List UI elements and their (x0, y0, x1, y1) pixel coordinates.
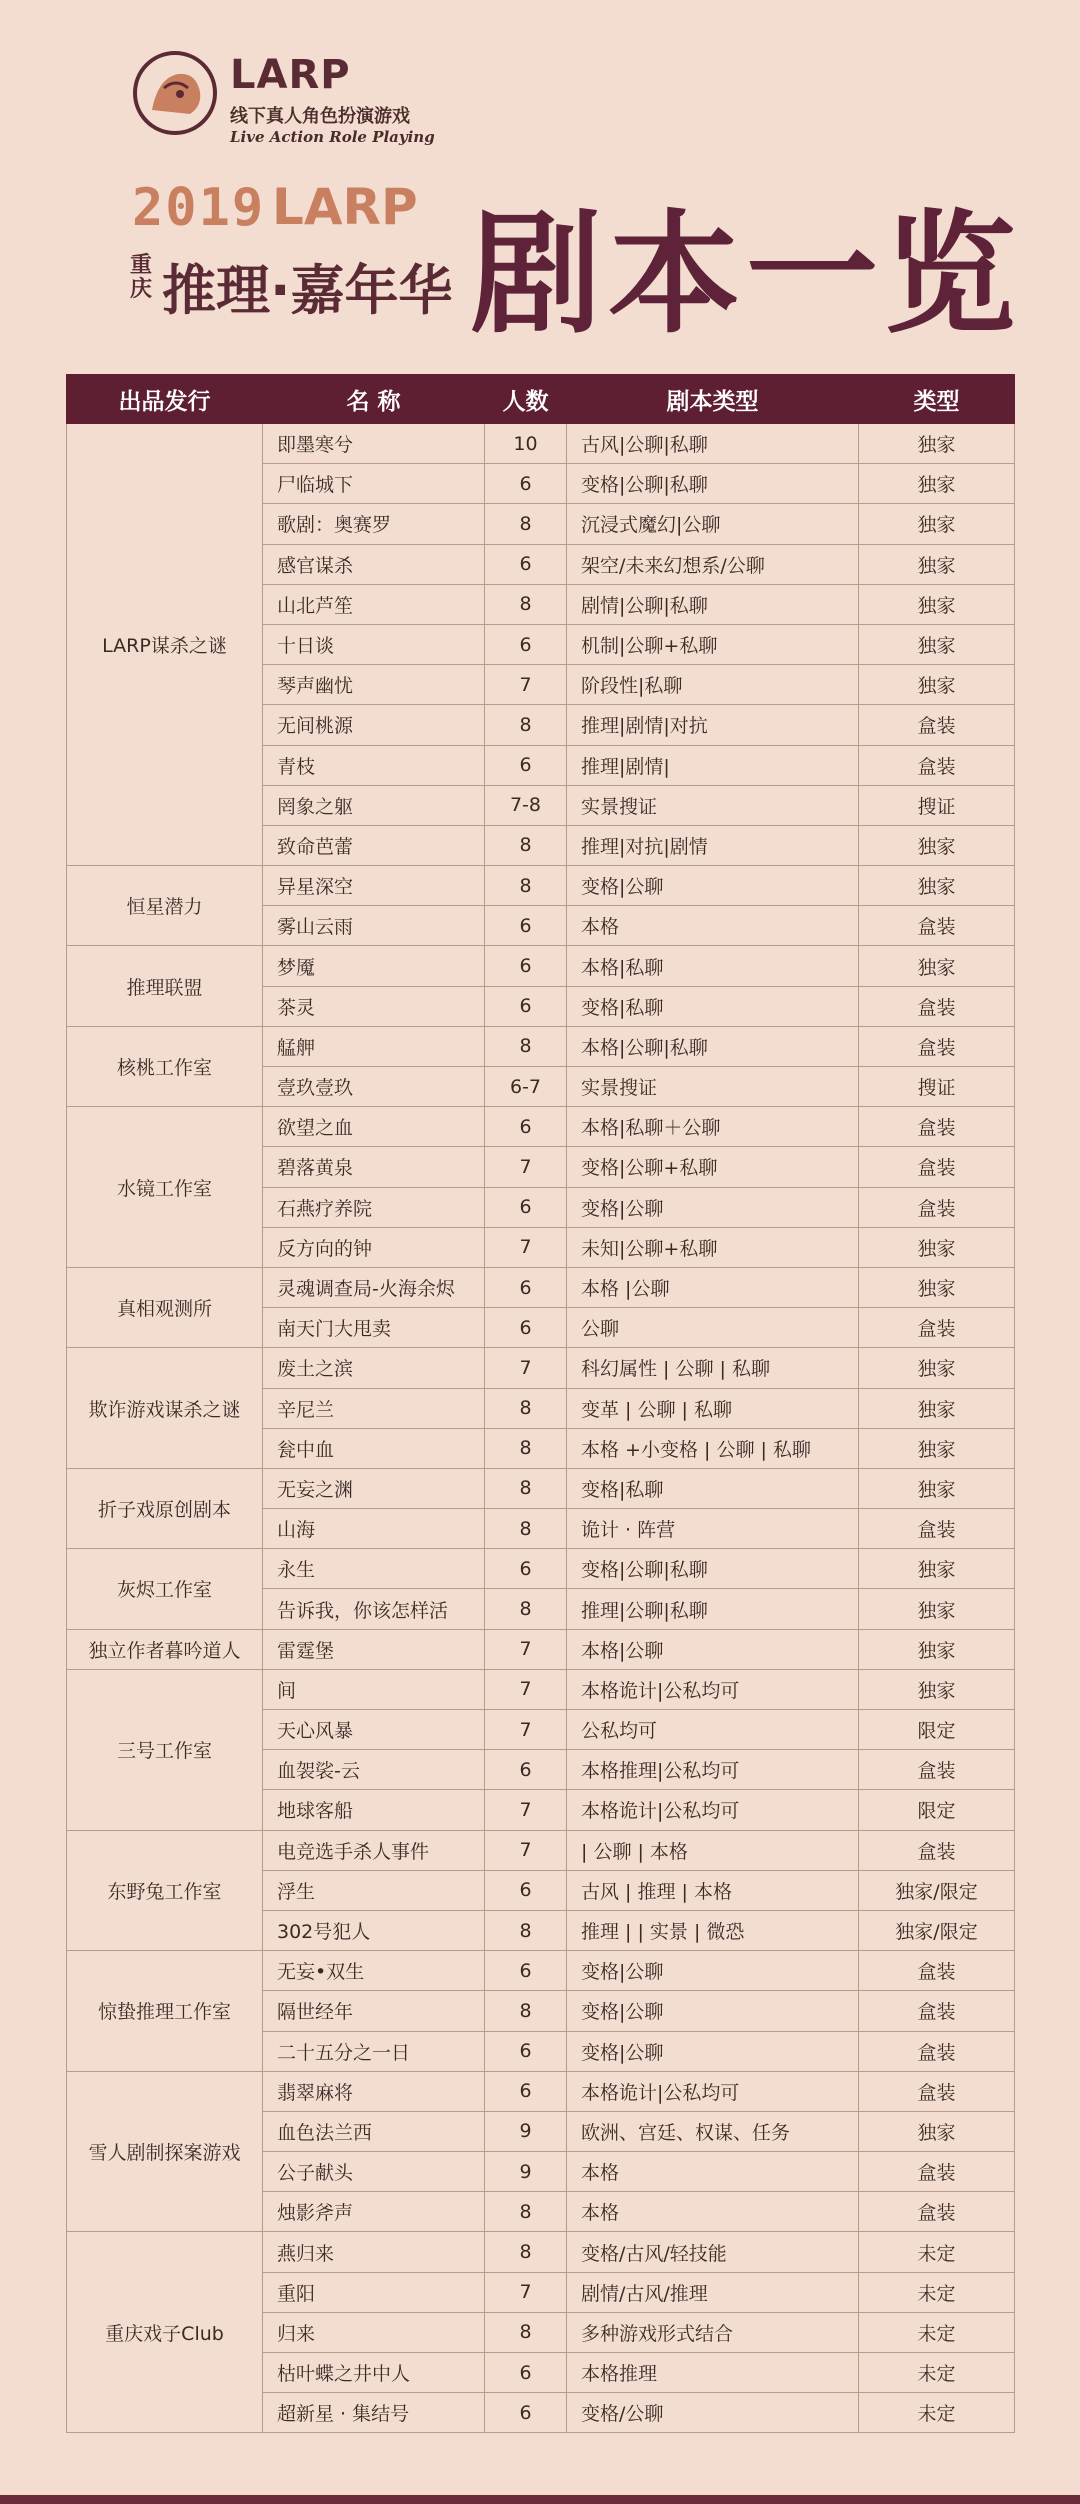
genre-cell: 推理|剧情| (567, 745, 859, 785)
players-cell: 8 (485, 705, 567, 745)
kind-cell: 未定 (859, 2232, 1015, 2272)
kind-cell: 独家 (859, 584, 1015, 624)
script-name-cell: 茶灵 (263, 986, 485, 1026)
table-row (67, 1549, 1015, 1589)
kind-cell: 独家 (859, 1348, 1015, 1388)
players-cell: 9 (485, 2152, 567, 2192)
players-cell: 6 (485, 2031, 567, 2071)
script-name-cell: 雾山云雨 (263, 906, 485, 946)
players-cell: 6-7 (485, 1067, 567, 1107)
genre-cell: 科幻属性 | 公聊 | 私聊 (567, 1348, 859, 1388)
kind-cell: 独家/限定 (859, 1910, 1015, 1950)
script-name-cell: 灵魂调查局-火海余烬 (263, 1267, 485, 1307)
publisher-cell: LARP谋杀之谜 (67, 424, 263, 866)
players-cell: 7 (485, 2272, 567, 2312)
genre-cell: 本格 +小变格 | 公聊 | 私聊 (567, 1428, 859, 1468)
genre-cell: 古风 | 推理 | 本格 (567, 1870, 859, 1910)
players-cell: 7 (485, 665, 567, 705)
genre-cell: 本格推理|公私均可 (567, 1750, 859, 1790)
genre-cell: 本格 (567, 906, 859, 946)
script-name-cell: 艋舺 (263, 1026, 485, 1066)
kind-cell: 盒装 (859, 1509, 1015, 1549)
players-cell: 8 (485, 2192, 567, 2232)
script-name-cell: 超新星 · 集结号 (263, 2393, 485, 2433)
players-cell: 7-8 (485, 785, 567, 825)
kind-cell: 独家 (859, 1629, 1015, 1669)
table-row (67, 1629, 1015, 1669)
script-name-cell: 南天门大甩卖 (263, 1308, 485, 1348)
publisher-cell: 灰烬工作室 (67, 1549, 263, 1629)
publisher-cell: 水镜工作室 (67, 1107, 263, 1268)
players-cell: 6 (485, 544, 567, 584)
kind-cell: 未定 (859, 2272, 1015, 2312)
genre-cell: 本格|私聊 (567, 946, 859, 986)
players-cell: 6 (485, 464, 567, 504)
genre-cell: 本格|公聊|私聊 (567, 1026, 859, 1066)
genre-cell: 本格推理 (567, 2353, 859, 2393)
kind-cell: 独家 (859, 1388, 1015, 1428)
kind-cell: 限定 (859, 1710, 1015, 1750)
players-cell: 6 (485, 1187, 567, 1227)
genre-cell: 本格|私聊＋公聊 (567, 1107, 859, 1147)
players-cell: 7 (485, 1710, 567, 1750)
publisher-cell: 真相观测所 (67, 1267, 263, 1347)
script-name-cell: 地球客船 (263, 1790, 485, 1830)
script-name-cell: 间 (263, 1669, 485, 1709)
kind-cell: 搜证 (859, 1067, 1015, 1107)
kind-cell: 盒装 (859, 2152, 1015, 2192)
kind-cell: 盒装 (859, 1991, 1015, 2031)
publisher-cell: 东野兔工作室 (67, 1830, 263, 1951)
kind-cell: 独家 (859, 1669, 1015, 1709)
genre-cell: 变格|公聊|私聊 (567, 1549, 859, 1589)
brand-subtitle: 线下真人角色扮演游戏 (230, 106, 410, 127)
publisher-cell: 三号工作室 (67, 1669, 263, 1830)
page-title: 剧本一览 (470, 197, 1022, 352)
players-cell: 8 (485, 866, 567, 906)
script-name-cell: 废土之滨 (263, 1348, 485, 1388)
genre-cell: 变格|公聊 (567, 1951, 859, 1991)
script-name-cell: 感官谋杀 (263, 544, 485, 584)
script-name-cell: 反方向的钟 (263, 1227, 485, 1267)
script-name-cell: 无间桃源 (263, 705, 485, 745)
table-row (67, 1830, 1015, 1870)
script-name-cell: 即墨寒兮 (263, 424, 485, 464)
script-name-cell: 石燕疗养院 (263, 1187, 485, 1227)
script-name-cell: 天心风暴 (263, 1710, 485, 1750)
genre-cell: 推理|剧情|对抗 (567, 705, 859, 745)
kind-cell: 独家/限定 (859, 1870, 1015, 1910)
publisher-cell: 恒星潜力 (67, 866, 263, 946)
players-cell: 6 (485, 2393, 567, 2433)
table-row (67, 1669, 1015, 1709)
kind-cell: 独家 (859, 464, 1015, 504)
genre-cell: 剧情|公聊|私聊 (567, 584, 859, 624)
script-name-cell: 山北芦笙 (263, 584, 485, 624)
genre-cell: 变格|私聊 (567, 986, 859, 1026)
script-name-cell: 碧落黄泉 (263, 1147, 485, 1187)
genre-cell: 本格|公聊 (567, 1629, 859, 1669)
kind-cell: 独家 (859, 665, 1015, 705)
publisher-cell: 推理联盟 (67, 946, 263, 1026)
table-row (67, 866, 1015, 906)
event-block (100, 170, 460, 320)
publisher-cell: 核桃工作室 (67, 1026, 263, 1106)
script-name-cell: 梦魇 (263, 946, 485, 986)
script-name-cell: 琴声幽忧 (263, 665, 485, 705)
players-cell: 8 (485, 504, 567, 544)
kind-cell: 盒装 (859, 705, 1015, 745)
genre-cell: 公聊 (567, 1308, 859, 1348)
kind-cell: 搜证 (859, 785, 1015, 825)
genre-cell: 变格|公聊 (567, 866, 859, 906)
publisher-cell: 重庆戏子Club (67, 2232, 263, 2433)
script-name-cell: 电竞选手杀人事件 (263, 1830, 485, 1870)
genre-cell: 阶段性|私聊 (567, 665, 859, 705)
genre-cell: 实景搜证 (567, 785, 859, 825)
players-cell: 6 (485, 1107, 567, 1147)
script-name-cell: 异星深空 (263, 866, 485, 906)
script-name-cell: 致命芭蕾 (263, 825, 485, 865)
table-row (67, 1107, 1015, 1147)
genre-cell: 古风|公聊|私聊 (567, 424, 859, 464)
kind-cell: 盒装 (859, 1187, 1015, 1227)
players-cell: 8 (485, 584, 567, 624)
script-name-cell: 无妄之渊 (263, 1468, 485, 1508)
script-name-cell: 歌剧：奥赛罗 (263, 504, 485, 544)
players-cell: 8 (485, 1388, 567, 1428)
brand-block (130, 48, 470, 158)
script-name-cell: 雷霆堡 (263, 1629, 485, 1669)
kind-cell: 独家 (859, 1227, 1015, 1267)
genre-cell: 剧情/古风/推理 (567, 2272, 859, 2312)
script-name-cell: 瓮中血 (263, 1428, 485, 1468)
kind-cell: 独家 (859, 1589, 1015, 1629)
players-cell: 8 (485, 1991, 567, 2031)
players-cell: 8 (485, 1509, 567, 1549)
genre-cell: 变格|公聊|私聊 (567, 464, 859, 504)
script-name-cell: 血色法兰西 (263, 2111, 485, 2151)
event-larp: LARP (272, 178, 418, 236)
publisher-cell: 惊蛰推理工作室 (67, 1951, 263, 2072)
players-cell: 6 (485, 906, 567, 946)
players-cell: 7 (485, 1629, 567, 1669)
script-name-cell: 重阳 (263, 2272, 485, 2312)
table-body (67, 424, 1015, 2433)
table-row (67, 1267, 1015, 1307)
table-row (67, 1348, 1015, 1388)
players-cell: 7 (485, 1830, 567, 1870)
players-cell: 8 (485, 1468, 567, 1508)
script-name-cell: 青枝 (263, 745, 485, 785)
event-year: 2019 (132, 178, 266, 238)
genre-cell: 推理|公聊|私聊 (567, 1589, 859, 1629)
players-cell: 6 (485, 2071, 567, 2111)
genre-cell: 变格|公聊 (567, 1187, 859, 1227)
genre-cell: 本格诡计|公私均可 (567, 1669, 859, 1709)
script-name-cell: 归来 (263, 2312, 485, 2352)
kind-cell: 独家 (859, 1549, 1015, 1589)
column-header-name: 名 称 (263, 375, 485, 424)
script-name-cell: 翡翠麻将 (263, 2071, 485, 2111)
kind-cell: 独家 (859, 866, 1015, 906)
script-name-cell: 永生 (263, 1549, 485, 1589)
genre-cell: 架空/未来幻想系/公聊 (567, 544, 859, 584)
players-cell: 8 (485, 825, 567, 865)
script-name-cell: 血袈裟-云 (263, 1750, 485, 1790)
kind-cell: 独家 (859, 1267, 1015, 1307)
kind-cell: 盒装 (859, 2071, 1015, 2111)
kind-cell: 未定 (859, 2353, 1015, 2393)
table-row (67, 2232, 1015, 2272)
script-name-cell: 公子献头 (263, 2152, 485, 2192)
script-name-cell: 山海 (263, 1509, 485, 1549)
kind-cell: 独家 (859, 1468, 1015, 1508)
kind-cell: 独家 (859, 544, 1015, 584)
column-header-players: 人数 (485, 375, 567, 424)
players-cell: 9 (485, 2111, 567, 2151)
players-cell: 6 (485, 1308, 567, 1348)
players-cell: 8 (485, 2312, 567, 2352)
players-cell: 7 (485, 1669, 567, 1709)
genre-cell: 变格/公聊 (567, 2393, 859, 2433)
kind-cell: 盒装 (859, 1750, 1015, 1790)
players-cell: 6 (485, 1267, 567, 1307)
event-city: 重庆 (130, 253, 153, 302)
kind-cell: 盒装 (859, 1830, 1015, 1870)
players-cell: 6 (485, 624, 567, 664)
script-name-cell: 辛尼兰 (263, 1388, 485, 1428)
genre-cell: 变革 | 公聊 | 私聊 (567, 1388, 859, 1428)
script-name-cell: 告诉我，你该怎样活 (263, 1589, 485, 1629)
players-cell: 10 (485, 424, 567, 464)
kind-cell: 盒装 (859, 906, 1015, 946)
script-name-cell: 无妄•双生 (263, 1951, 485, 1991)
table-row (67, 424, 1015, 464)
genre-cell: 欧洲、宫廷、权谋、任务 (567, 2111, 859, 2151)
column-header-publisher: 出品发行 (67, 375, 263, 424)
genre-cell: 本格 (567, 2152, 859, 2192)
kind-cell: 独家 (859, 624, 1015, 664)
players-cell: 8 (485, 1910, 567, 1950)
column-header-kind: 类型 (859, 375, 1015, 424)
script-name-cell: 二十五分之一日 (263, 2031, 485, 2071)
genre-cell: 诡计 · 阵营 (567, 1509, 859, 1549)
players-cell: 8 (485, 2232, 567, 2272)
kind-cell: 盒装 (859, 1107, 1015, 1147)
genre-cell: 推理|对抗|剧情 (567, 825, 859, 865)
genre-cell: 公私均可 (567, 1710, 859, 1750)
publisher-cell: 独立作者暮吟道人 (67, 1629, 263, 1669)
kind-cell: 盒装 (859, 2031, 1015, 2071)
genre-cell: 变格|私聊 (567, 1468, 859, 1508)
genre-cell: 机制|公聊+私聊 (567, 624, 859, 664)
genre-cell: 变格/古风/轻技能 (567, 2232, 859, 2272)
table-row (67, 1951, 1015, 1991)
players-cell: 6 (485, 1549, 567, 1589)
players-cell: 7 (485, 1147, 567, 1187)
script-name-cell: 欲望之血 (263, 1107, 485, 1147)
kind-cell: 盒装 (859, 986, 1015, 1026)
genre-cell: 未知|公聊+私聊 (567, 1227, 859, 1267)
script-name-cell: 浮生 (263, 1870, 485, 1910)
kind-cell: 独家 (859, 1428, 1015, 1468)
players-cell: 6 (485, 946, 567, 986)
publisher-cell: 雪人剧制探案游戏 (67, 2071, 263, 2232)
kind-cell: 盒装 (859, 1026, 1015, 1066)
genre-cell: 变格|公聊+私聊 (567, 1147, 859, 1187)
players-cell: 8 (485, 1428, 567, 1468)
publisher-cell: 折子戏原创剧本 (67, 1468, 263, 1548)
table-row (67, 1026, 1015, 1066)
genre-cell: 本格诡计|公私均可 (567, 1790, 859, 1830)
script-name-cell: 十日谈 (263, 624, 485, 664)
script-name-cell: 燕归来 (263, 2232, 485, 2272)
column-header-genre: 剧本类型 (567, 375, 859, 424)
brand-name: LARP (230, 52, 351, 98)
kind-cell: 独家 (859, 825, 1015, 865)
players-cell: 7 (485, 1348, 567, 1388)
players-cell: 7 (485, 1790, 567, 1830)
kind-cell: 未定 (859, 2393, 1015, 2433)
players-cell: 8 (485, 1026, 567, 1066)
kind-cell: 独家 (859, 504, 1015, 544)
script-name-cell: 隔世经年 (263, 1991, 485, 2031)
kind-cell: 独家 (859, 946, 1015, 986)
players-cell: 6 (485, 1951, 567, 1991)
genre-cell: 本格 |公聊 (567, 1267, 859, 1307)
table-row (67, 2071, 1015, 2111)
kind-cell: 盒装 (859, 1308, 1015, 1348)
kind-cell: 限定 (859, 1790, 1015, 1830)
script-name-cell: 烛影斧声 (263, 2192, 485, 2232)
table-row (67, 1468, 1015, 1508)
table-row (67, 946, 1015, 986)
publisher-cell: 欺诈游戏谋杀之谜 (67, 1348, 263, 1469)
genre-cell: 变格|公聊 (567, 2031, 859, 2071)
script-name-cell: 壹玖壹玖 (263, 1067, 485, 1107)
genre-cell: 本格 (567, 2192, 859, 2232)
genre-cell: 变格|公聊 (567, 1991, 859, 2031)
genre-cell: | 公聊 | 本格 (567, 1830, 859, 1870)
players-cell: 6 (485, 986, 567, 1026)
genre-cell: 实景搜证 (567, 1067, 859, 1107)
players-cell: 6 (485, 2353, 567, 2393)
kind-cell: 未定 (859, 2312, 1015, 2352)
brand-english: Live Action Role Playing (230, 128, 435, 146)
event-title: 推理·嘉年华 (162, 259, 453, 322)
table-header-row (67, 375, 1015, 424)
script-name-cell: 罔象之躯 (263, 785, 485, 825)
genre-cell: 本格诡计|公私均可 (567, 2071, 859, 2111)
players-cell: 6 (485, 1750, 567, 1790)
players-cell: 6 (485, 1870, 567, 1910)
players-cell: 6 (485, 745, 567, 785)
kind-cell: 盒装 (859, 1147, 1015, 1187)
kind-cell: 独家 (859, 424, 1015, 464)
kind-cell: 独家 (859, 2111, 1015, 2151)
larp-logo-icon (130, 48, 220, 138)
genre-cell: 沉浸式魔幻|公聊 (567, 504, 859, 544)
players-cell: 8 (485, 1589, 567, 1629)
bottom-bar (0, 2495, 1080, 2504)
genre-cell: 多种游戏形式结合 (567, 2312, 859, 2352)
genre-cell: 推理 | | 实景 | 微恐 (567, 1910, 859, 1950)
script-name-cell: 尸临城下 (263, 464, 485, 504)
kind-cell: 盒装 (859, 1951, 1015, 1991)
script-name-cell: 枯叶蝶之井中人 (263, 2353, 485, 2393)
script-name-cell: 302号犯人 (263, 1910, 485, 1950)
script-table (66, 374, 1015, 2433)
kind-cell: 盒装 (859, 2192, 1015, 2232)
kind-cell: 盒装 (859, 745, 1015, 785)
players-cell: 7 (485, 1227, 567, 1267)
